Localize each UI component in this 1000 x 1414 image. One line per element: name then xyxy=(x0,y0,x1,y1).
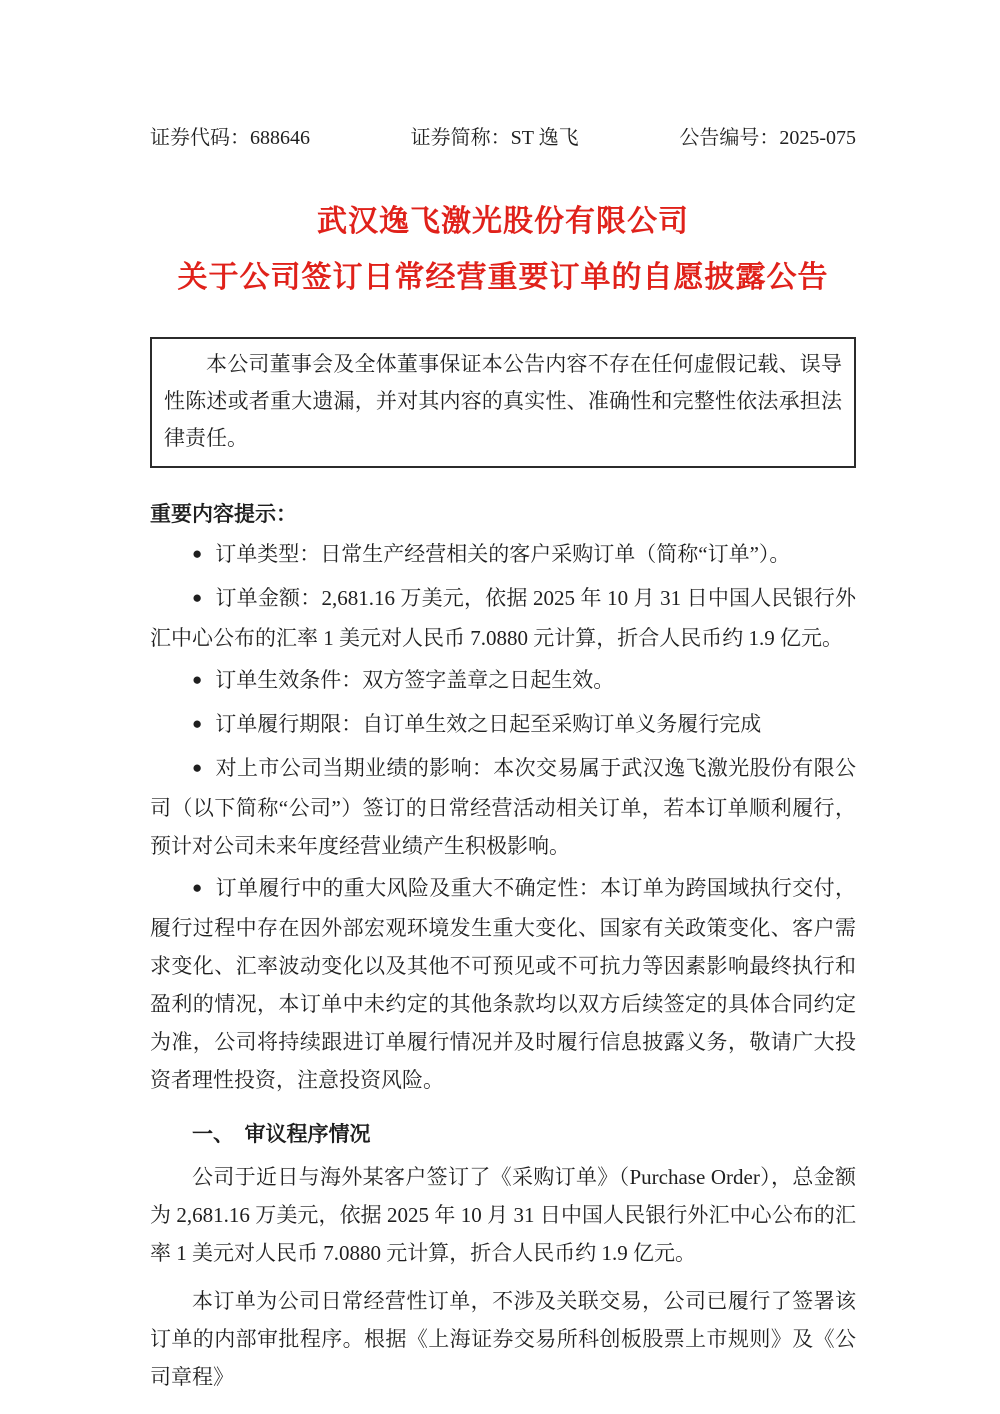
bullet-effective-condition-text: 订单生效条件：双方签字盖章之日起生效。 xyxy=(215,668,615,692)
bullet-risks xyxy=(150,869,856,1099)
bullet-performance-period-text: 订单履行期限：自订单生效之日起至采购订单义务履行完成 xyxy=(215,712,762,736)
document-title xyxy=(150,194,856,306)
highlights-heading: 重要内容提示： xyxy=(150,503,297,526)
bullet-icon: ● xyxy=(192,714,203,733)
disclaimer-text: 本公司董事会及全体董事保证本公告内容不存在任何虚假记载、误导性陈述或者重大遗漏，并对其内容的真实性、准确性和完整性依法承担法律责任。 xyxy=(164,352,842,450)
bullet-effective-condition xyxy=(150,661,856,701)
bullet-performance-period xyxy=(150,705,856,745)
bullet-icon: ● xyxy=(192,878,203,897)
announcement-number: 公告编号：2025-075 xyxy=(679,127,856,149)
bullet-icon: ● xyxy=(192,670,203,689)
document-header xyxy=(150,0,856,152)
bullet-order-type xyxy=(150,535,856,575)
bullet-icon: ● xyxy=(192,544,203,563)
disclaimer-box xyxy=(150,337,856,468)
document-content xyxy=(150,0,856,1396)
bullet-risks-text: 订单履行中的重大风险及重大不确定性：本订单为跨国域执行交付，履行过程中存在因外部宏观环境发生重大变化、国家有关政策变化、客户需求变化、汇率波动变化以及其他不可预见或不可抗力等因素影响最终执行和盈利的情况，本订单中未约定的其他条款均以双方后续签定的具体合同约定为准，公司将持续跟进订单履行情况并及时履行信息披露义务，敬请广大投资者理性投资，注意投资风险。 xyxy=(150,876,856,1092)
bullet-icon: ● xyxy=(192,588,203,607)
bullet-order-type-text: 订单类型：日常生产经营相关的客户采购订单（简称“订单”）。 xyxy=(215,542,791,566)
section1-paragraph-1: 公司于近日与海外某客户签订了《采购订单》（Purchase Order），总金额为 2,681.16 万美元，依据 2025 年 10 月 31 日中国人民银行外汇中心公布的汇率 1 美元对人民币 7.0880 元计算，折合人民币约 1.9 亿元。 xyxy=(150,1165,856,1265)
bullet-order-amount-text: 订单金额：2,681.16 万美元，依据 2025 年 10 月 31 日中国人民银行外汇中心公布的汇率 1 美元对人民币 7.0880 元计算，折合人民币约 1.9 亿元。 xyxy=(150,586,856,650)
bullet-icon: ● xyxy=(192,758,203,777)
stock-code: 证券代码：688646 xyxy=(150,127,310,149)
bullet-impact-on-results xyxy=(150,749,856,865)
company-name-title: 武汉逸飞激光股份有限公司 xyxy=(317,205,689,238)
announcement-title: 关于公司签订日常经营重要订单的自愿披露公告 xyxy=(177,261,829,294)
stock-abbreviation: 证券简称：ST 逸飞 xyxy=(410,127,579,149)
section1-heading: 一、 审议程序情况 xyxy=(192,1123,371,1146)
bullet-order-amount xyxy=(150,579,856,657)
section1-paragraph-2: 本订单为公司日常经营性订单，不涉及关联交易，公司已履行了签署该订单的内部审批程序。根据《上海证券交易所科创板股票上市规则》及《公司章程》 xyxy=(150,1289,856,1389)
bullet-impact-on-results-text: 对上市公司当期业绩的影响：本次交易属于武汉逸飞激光股份有限公司（以下简称“公司”）签订的日常经营活动相关订单，若本订单顺利履行，预计对公司未来年度经营业绩产生积极影响。 xyxy=(150,756,856,858)
